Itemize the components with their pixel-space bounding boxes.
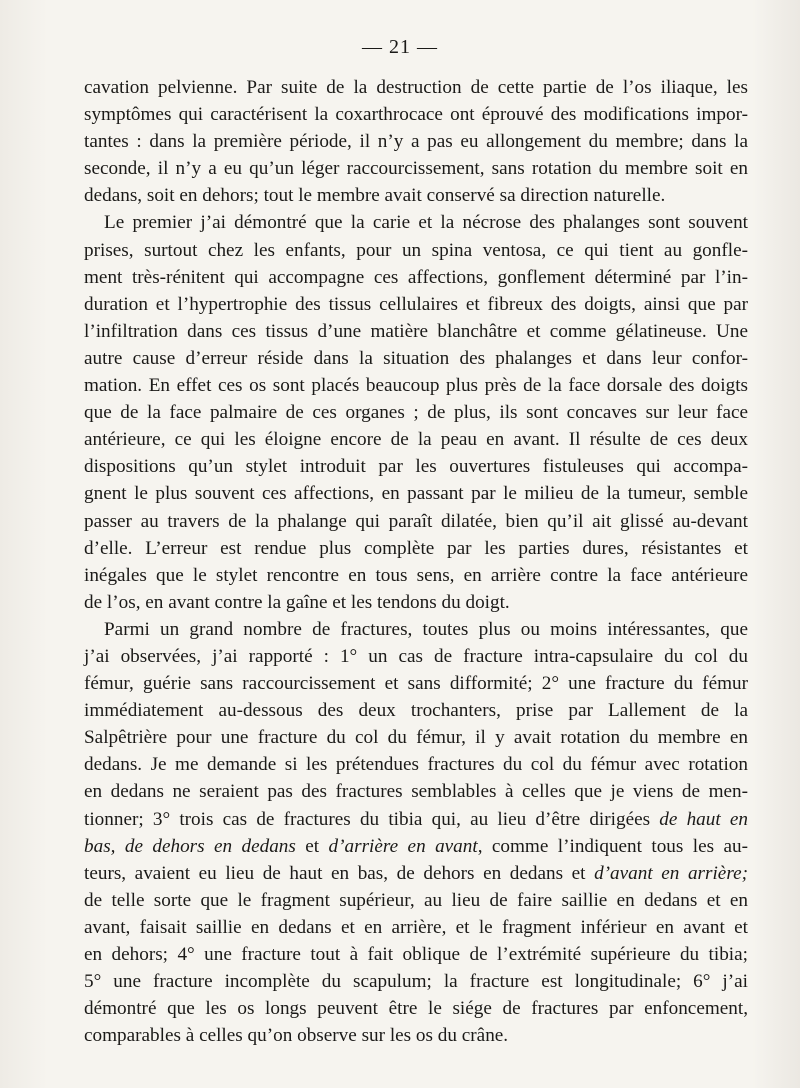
text-run: tionner; 3° trois cas de fractures du tibia qui, au lieu d’être dirigées: [84, 808, 660, 830]
paragraph-2: [84, 209, 748, 615]
text-line: Le premier j’ai démontré que la carie et la nécrose des phalanges sont souvent: [104, 212, 748, 234]
text-line: [84, 833, 748, 860]
italic-text: bas, de dehors en dedans: [84, 835, 296, 857]
text-line: tantes : dans la première période, il n’y a pas eu allongement du membre; dans la: [84, 131, 748, 153]
text-line: en dehors; 4° une fracture tout à fait oblique de l’extrémité supérieure du tibia;: [84, 944, 748, 965]
text-line: autre cause d’erreur réside dans la situation des phalanges et dans leur confor-: [84, 347, 748, 369]
text-line: dispositions qu’un stylet introduit par les ouvertures fistuleuses qui accompa-: [84, 456, 748, 478]
text-line: [84, 860, 748, 887]
text-line: seconde, il n’y a eu qu’un léger raccourcissement, sans rotation du membre soit en: [84, 158, 748, 180]
text-run: , comme l’indiquent tous les au-: [477, 835, 748, 857]
text-line: passer au travers de la phalange qui paraît dilatée, bien qu’il ait glissé au-devant: [84, 510, 748, 532]
text-line: immédiatement au-dessous des deux trochanters, prise par Lallement de la: [84, 700, 748, 722]
text-line: cavation pelvienne. Par suite de la destruction de cette partie de l’os iliaque, les: [84, 77, 748, 98]
italic-text: de haut en: [659, 808, 748, 830]
text-line: dedans, soit en dehors; tout le membre avait conservé sa direction naturelle.: [84, 185, 666, 207]
text-line: prises, surtout chez les enfants, pour un spina ventosa, ce qui tient au gonfle-: [84, 239, 748, 261]
text-line: Parmi un grand nombre de fractures, toutes plus ou moins intéressantes, que: [104, 618, 748, 640]
text-line: 5° une fracture incomplète du scapulum; la fracture est longitudinale; 6° j’ai: [84, 971, 748, 993]
text-line: de l’os, en avant contre la gaîne et les tendons du doigt.: [84, 591, 510, 613]
text-line: avant, faisait saillie en dedans et en arrière, et le fragment inférieur en avant et: [84, 916, 748, 938]
text-line: comparables à celles qu’on observe sur les os du crâne.: [84, 1025, 509, 1047]
text-line: mation. En effet ces os sont placés beaucoup plus près de la face dorsale des doigts: [84, 375, 748, 397]
text-line: fémur, guérie sans raccourcissement et sans difformité; 2° une fracture du fémur: [84, 673, 748, 695]
body-text: [84, 74, 748, 1049]
page-number: — 21 —: [362, 36, 438, 58]
text-line: en dedans ne seraient pas des fractures semblables à celles que je viens de men-: [84, 781, 748, 803]
text-line: que de la face palmaire de ces organes ; de plus, ils sont concaves sur leur face: [84, 402, 748, 424]
text-line: [84, 806, 748, 833]
paragraph-3: [84, 616, 748, 1050]
text-line: gnent le plus souvent ces affections, en passant par le milieu de la tumeur, semble: [84, 483, 748, 505]
text-line: Salpêtrière pour une fracture du col du fémur, il y avait rotation du membre en: [84, 727, 748, 749]
text-line: ment très-rénitent qui accompagne ces affections, gonflement déterminé par l’in-: [84, 266, 748, 288]
text-line: d’elle. L’erreur est rendue plus complète par les parties dures, résistantes et: [84, 537, 748, 559]
paragraph-1: [84, 74, 748, 209]
italic-text: d’arrière en avant: [328, 835, 478, 857]
text-line: l’infiltration dans ces tissus d’une matière blanchâtre et comme gélatineuse. Une: [84, 320, 748, 342]
italic-text: d’avant en arrière;: [594, 862, 748, 884]
text-line: de telle sorte que le fragment supérieur, au lieu de faire saillie en dedans et en: [84, 889, 748, 911]
text-line: inégales que le stylet rencontre en tous sens, en arrière contre la face antérieure: [84, 564, 748, 586]
text-line: antérieure, ce qui les éloigne encore de la peau en avant. Il résulte de ces deux: [84, 429, 748, 451]
text-line: duration et l’hypertrophie des tissus cellulaires et fibreux des doigts, ainsi que par: [84, 293, 748, 315]
text-run: et: [295, 835, 329, 857]
text-line: dedans. Je me demande si les prétendues fractures du col du fémur avec rotation: [84, 754, 748, 776]
text-line: démontré que les os longs peuvent être le siége de fractures par enfoncement,: [84, 998, 748, 1020]
text-line: j’ai observées, j’ai rapporté : 1° un cas de fracture intra-capsulaire du col du: [84, 645, 748, 667]
text-run: teurs, avaient eu lieu de haut en bas, de dehors en dedans et: [84, 862, 595, 884]
text-line: symptômes qui caractérisent la coxarthrocace ont éprouvé des modifications impor-: [84, 104, 748, 126]
